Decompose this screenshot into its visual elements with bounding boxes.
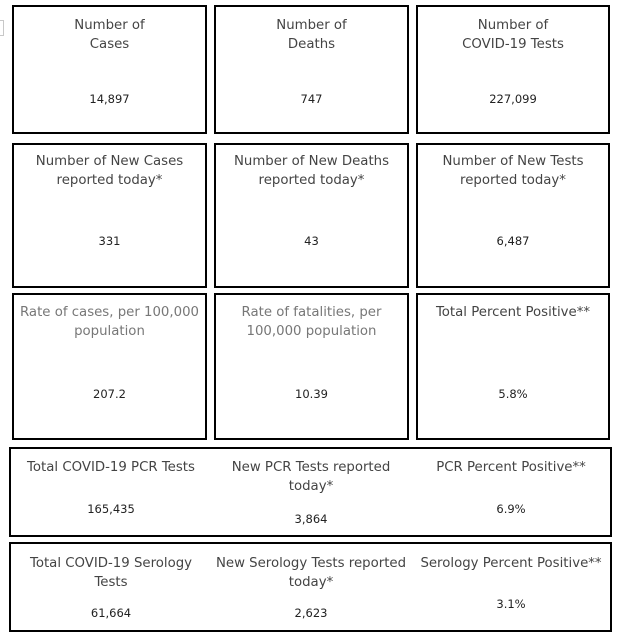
total-percent-positive-label: Total Percent Positive**	[435, 305, 591, 320]
fatality-rate-value: 10.39	[295, 387, 328, 401]
new-cases-value: 331	[98, 234, 121, 248]
tests-card	[416, 5, 610, 134]
new-deaths-card	[214, 143, 409, 288]
fatality-rate-card	[214, 293, 409, 440]
pcr-total-value: 165,435	[87, 502, 135, 516]
new-tests-value: 6,487	[496, 234, 530, 248]
case-rate-value: 207.2	[93, 387, 126, 401]
cases-value: 14,897	[89, 92, 130, 106]
serology-tests-card	[9, 542, 612, 632]
case-rate-label: Rate of cases, per 100,000 population	[19, 305, 199, 339]
new-deaths-value: 43	[304, 234, 319, 248]
pcr-positive-cell	[411, 449, 611, 535]
serology-total-value: 61,664	[90, 606, 132, 620]
serology-total-cell	[11, 544, 211, 630]
cases-label: Number of Cases	[74, 18, 145, 52]
cases-card	[12, 5, 207, 134]
new-cases-card	[12, 143, 207, 288]
pcr-new-label: New PCR Tests reported today*	[231, 460, 391, 494]
new-cases-label: Number of New Cases reported today*	[35, 154, 184, 188]
collapse-handle[interactable]	[0, 20, 4, 36]
pcr-total-cell	[11, 449, 211, 535]
serology-positive-value: 3.1%	[496, 597, 526, 611]
pcr-total-label: Total COVID-19 PCR Tests	[27, 460, 195, 475]
serology-new-label: New Serology Tests reported today*	[215, 556, 407, 590]
serology-new-cell	[211, 544, 411, 630]
pcr-new-cell	[211, 449, 411, 535]
new-tests-card	[416, 143, 610, 288]
new-tests-label: Number of New Tests reported today*	[442, 154, 584, 188]
pcr-tests-card	[9, 447, 612, 537]
total-percent-positive-card	[416, 293, 610, 440]
tests-label: Number of COVID-19 Tests	[462, 18, 564, 52]
case-rate-card	[12, 293, 207, 440]
fatality-rate-label: Rate of fatalities, per 100,000 population	[241, 305, 382, 339]
tests-value: 227,099	[489, 92, 537, 106]
pcr-new-value: 3,864	[294, 512, 328, 526]
new-deaths-label: Number of New Deaths reported today*	[233, 154, 390, 188]
deaths-label: Number of Deaths	[276, 18, 347, 52]
deaths-card	[214, 5, 409, 134]
pcr-positive-label: PCR Percent Positive**	[436, 460, 586, 475]
serology-positive-label: Serology Percent Positive**	[420, 556, 602, 571]
deaths-value: 747	[300, 92, 323, 106]
total-percent-positive-value: 5.8%	[498, 387, 528, 401]
pcr-positive-value: 6.9%	[496, 502, 526, 516]
serology-total-label: Total COVID-19 Serology Tests	[29, 556, 193, 590]
serology-positive-cell	[411, 544, 611, 630]
serology-new-value: 2,623	[294, 606, 328, 620]
